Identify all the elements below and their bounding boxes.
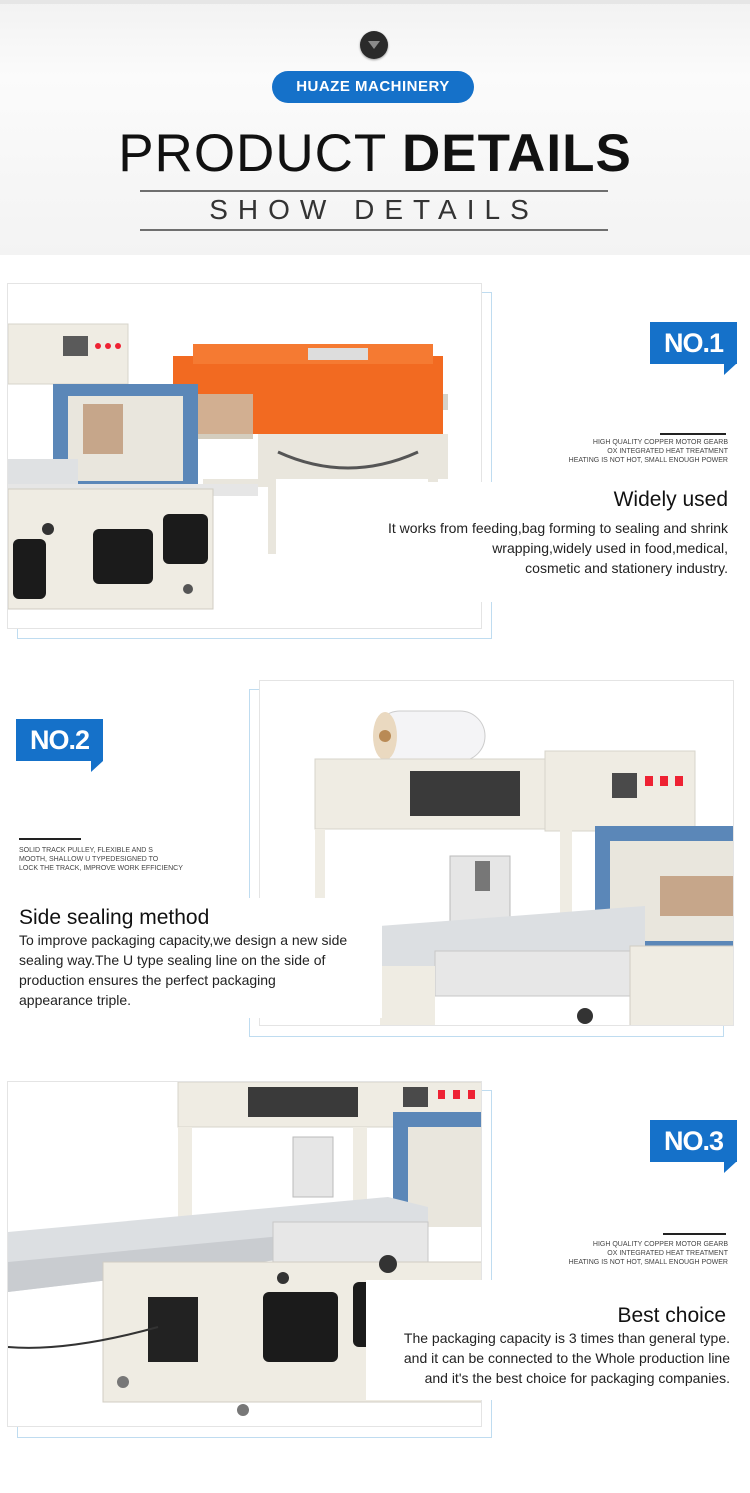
brand-badge: HUAZE MACHINERY	[272, 71, 474, 103]
section-2-spec-line: LOCK THE TRACK, IMPROVE WORK EFFICIENCY	[19, 865, 183, 872]
section-1-spec-rule	[660, 433, 726, 435]
page-title-bold: DETAILS	[402, 124, 632, 183]
section-2-text-line: appearance triple.	[19, 992, 132, 1008]
section-1-text-line: cosmetic and stationery industry.	[525, 560, 728, 576]
section-2-spec-rule	[19, 838, 81, 840]
section-3-title: Best choice	[617, 1304, 726, 1327]
section-1-text-line: It works from feeding,bag forming to sealing and shrink	[387, 520, 728, 536]
page-title	[0, 122, 750, 186]
section-1-description	[340, 518, 728, 578]
section-3-badge-tail	[724, 1162, 736, 1173]
section-2-text-line: production ensures the perfect packaging	[19, 972, 276, 988]
section-2-badge-tail	[91, 761, 103, 772]
section-3-spec-line: HIGH QUALITY COPPER MOTOR GEARB	[592, 1241, 728, 1248]
section-2-text-line: sealing way.The U type sealing line on the side of	[19, 952, 326, 968]
section-3-spec-line: OX INTEGRATED HEAT TREATMENT	[607, 1250, 728, 1257]
section-1-badge-tail	[724, 364, 736, 375]
page-title-light: PRODUCT	[118, 124, 403, 183]
section-3-specs	[540, 1240, 728, 1267]
section-2-description	[19, 930, 389, 1010]
section-1-specs	[540, 438, 728, 465]
top-divider	[0, 0, 750, 4]
section-2-title: Side sealing method	[19, 906, 210, 929]
section-3-description	[356, 1328, 730, 1388]
section-2-text-line: To improve packaging capacity,we design a new side	[19, 932, 348, 948]
section-1-badge: NO.1	[650, 322, 737, 364]
section-1-spec-line: HIGH QUALITY COPPER MOTOR GEARB	[592, 439, 728, 446]
section-1-spec-line: HEATING IS NOT HOT, SMALL ENOUGH POWER	[568, 457, 728, 464]
title-rule-top	[140, 190, 608, 192]
section-1-title: Widely used	[613, 488, 728, 511]
section-3-spec-line: HEATING IS NOT HOT, SMALL ENOUGH POWER	[568, 1259, 728, 1266]
section-3-text-line: The packaging capacity is 3 times than general type.	[403, 1330, 730, 1346]
section-3-spec-rule	[663, 1233, 726, 1235]
header-banner	[0, 0, 750, 255]
section-2-specs	[19, 846, 219, 873]
section-3-text-line: and it can be connected to the Whole production line	[403, 1350, 730, 1366]
section-3-badge: NO.3	[650, 1120, 737, 1162]
section-3-text-line: and it's the best choice for packaging companies.	[424, 1370, 730, 1386]
section-2-spec-line: SOLID TRACK PULLEY, FLEXIBLE AND S	[19, 847, 153, 854]
title-rule-bottom	[140, 229, 608, 231]
section-2-spec-line: MOOTH, SHALLOW U TYPEDESIGNED TO	[19, 856, 159, 863]
page-subtitle: SHOW DETAILS	[209, 194, 539, 225]
chevron-down-icon	[360, 31, 388, 59]
section-2-badge: NO.2	[16, 719, 103, 761]
section-1-text-line: wrapping,widely used in food,medical,	[492, 540, 728, 556]
section-1-spec-line: OX INTEGRATED HEAT TREATMENT	[607, 448, 728, 455]
